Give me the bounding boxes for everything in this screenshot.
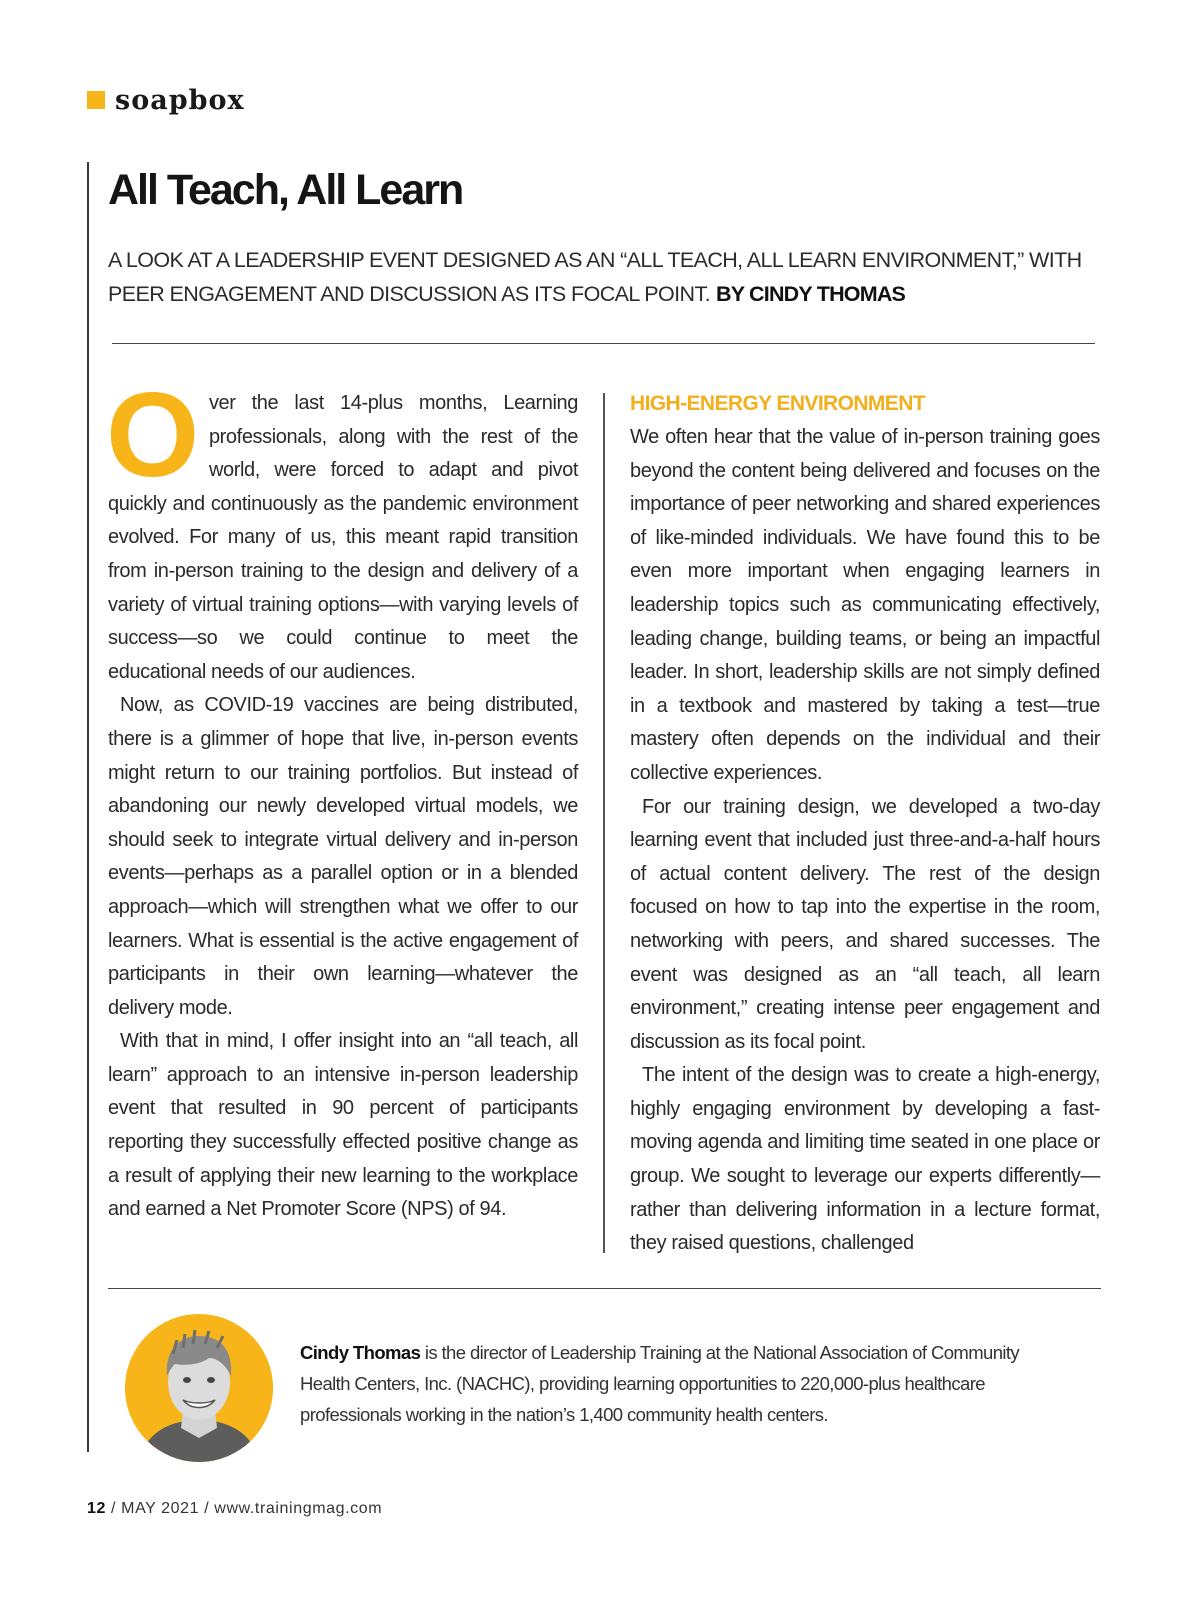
article-title: All Teach, All Learn bbox=[108, 166, 463, 214]
paragraph-text: ver the last 14-plus months, Learning professionals, along with the rest of the world, were forced to adapt and pivot quickly and continuously as the pandemic environment evolved. For many of us, this meant rapid transition from in-person training to the design and delivery of a variety of virtual training options—with varying levels of success—so we could continue to meet the educational needs of our audiences. bbox=[108, 392, 578, 683]
paragraph: The intent of the design was to create a high-energy, highly engaging environment by developing a fast-moving agenda and limiting time seated in one place or group. We sought to leverage our experts differently—rather than delivering information in a lecture format, they raised questions, challenged bbox=[630, 1064, 1100, 1255]
author-avatar bbox=[125, 1314, 273, 1462]
paragraph bbox=[106, 368, 578, 689]
page-number: 12 bbox=[87, 1500, 106, 1517]
left-margin-rule bbox=[87, 162, 89, 1452]
section-label: soapbox bbox=[115, 84, 245, 116]
left-column bbox=[106, 368, 578, 1257]
paragraph: Now, as COVID-19 vaccines are being distributed, there is a glimmer of hope that live, in-person events might return to our training portfolios. But instead of abandoning our newly developed virtual models, we should seek to integrate virtual delivery and in-person events—perhaps as a parallel option or in a blended approach—which will strengthen what we offer to our learners. What is essential is the active engagement of participants in their own learning—whatever the delivery mode. bbox=[108, 694, 578, 1019]
deck-text: A LOOK AT A LEADERSHIP EVENT DESIGNED AS AN “ALL TEACH, ALL LEARN ENVIRONMENT,” WITH PEER ENGAGEMENT AND DISCUSSION AS ITS FOCAL POINT. bbox=[108, 248, 1082, 306]
article-deck bbox=[108, 243, 1098, 311]
author-bio bbox=[300, 1337, 1060, 1430]
bio-divider bbox=[108, 1288, 1101, 1289]
paragraph: We often hear that the value of in-person training goes beyond the content being delivered and focuses on the importance of peer networking and shared experiences of like-minded individuals. We have found this to be even more important when engaging learners in leadership topics such as communicating effectively, leading change, building teams, or being an impactful leader. In short, leadership skills are not simply defined in a textbook and mastered by taking a test—true mastery often depends on the individual and their collective experiences. bbox=[630, 426, 1100, 784]
section-tag bbox=[87, 80, 245, 120]
bio-text: is the director of Leadership Training at the National Association of Community Health Centers, Inc. (NACHC), providing learning opportunities to 220,000-plus healthcare professionals working in the nation’s 1,400 community health centers. bbox=[300, 1342, 1020, 1425]
author-portrait-icon bbox=[125, 1314, 273, 1462]
section-marker-square bbox=[87, 91, 105, 109]
subhead: HIGH-ENERGY ENVIRONMENT bbox=[630, 392, 926, 415]
issue-info: / MAY 2021 / www.trainingmag.com bbox=[111, 1500, 383, 1517]
right-column bbox=[630, 387, 1100, 1257]
bio-name: Cindy Thomas bbox=[300, 1342, 421, 1363]
paragraph: With that in mind, I offer insight into an “all teach, all learn” approach to an intensive in-person leadership event that resulted in 90 percent of participants reporting they successfully effected positive change as a result of applying their new learning to the workplace and earned a Net Promoter Score (NPS) of 94. bbox=[108, 1030, 578, 1221]
page-footer bbox=[87, 1500, 382, 1518]
paragraph: For our training design, we developed a two-day learning event that included just three-and-a-half hours of actual content delivery. The rest of the design focused on how to tap into the expertise in the room, networking with peers, and shared successes. The event was designed as an “all teach, all learn environment,” creating intense peer engagement and discussion as its focal point. bbox=[630, 795, 1100, 1053]
column-divider bbox=[603, 393, 605, 1253]
header-divider bbox=[112, 343, 1095, 344]
byline: BY CINDY THOMAS bbox=[716, 282, 906, 306]
drop-cap: O bbox=[106, 368, 199, 502]
